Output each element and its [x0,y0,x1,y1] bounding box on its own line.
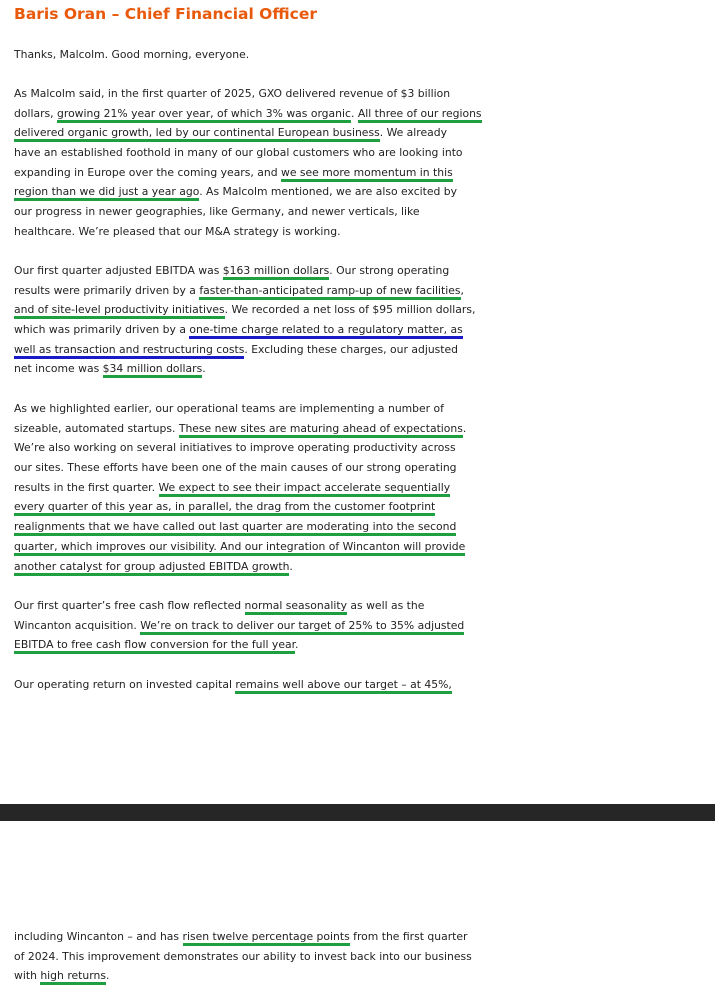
text-segment: . Excluding these charges, our adjusted [244,342,459,356]
paragraph-cash-flow [14,596,714,655]
text-segment: Our first quarter adjusted EBITDA was [14,264,223,277]
text-segment: , [460,283,464,297]
text-segment: . We already [379,126,448,140]
green-highlighted-text: another catalyst for group adjusted EBITDA growth [14,560,289,576]
text-line [14,281,714,301]
text-segment: our sites. These efforts have been one of the main causes of our strong operating [14,461,457,475]
text-segment: net income was [14,362,103,376]
text-line [14,340,714,360]
green-highlighted-text: realignments that we have called out last quarter are moderating into the second [14,520,456,536]
text-line [14,202,714,222]
green-highlighted-text: high returns [40,969,106,985]
green-highlighted-text: and of site-level productivity initiatives [14,303,225,319]
green-highlighted-text: EBITDA to free cash flow conversion for the full year [14,638,295,654]
text-segment: results were primarily driven by a [14,283,200,297]
green-highlighted-text: All three of our regions [358,107,482,123]
text-line [14,163,714,183]
text-line [14,616,714,636]
green-highlighted-text: we see more momentum in this [281,166,453,182]
text-line [14,675,714,695]
green-highlighted-text: quarter, which improves our visibility. And our integration of Wincanton will provide [14,540,465,556]
text-segment: including Wincanton – and has [14,930,183,943]
text-segment: our progress in newer geographies, like Germany, and newer verticals, like [14,205,420,219]
green-highlighted-text: growing 21% year over year, of which 3% was organic [57,107,351,123]
text-segment: sizeable, automated startups. [14,421,179,435]
paragraph-roic [14,675,714,695]
text-line [14,966,714,986]
speaker-heading: Baris Oran – Chief Financial Officer [14,5,317,23]
text-line [14,947,714,967]
text-segment: . [462,421,467,435]
text-line [14,143,714,163]
paragraph-roic-continued [14,927,714,986]
text-line [14,320,714,340]
text-segment: . We recorded a net loss of $95 million dollars, [224,303,476,317]
text-line [14,359,714,379]
text-segment: . [295,638,299,652]
text-segment: . As Malcolm mentioned, we are also excited by [199,185,458,199]
text-segment: which was primarily driven by a [14,323,190,337]
text-segment: Wincanton acquisition. [14,618,141,632]
text-segment: results in the first quarter. [14,480,159,494]
text-line [14,84,714,104]
paragraph-ebitda [14,261,714,379]
green-highlighted-text: These new sites are maturing ahead of expectations [179,422,463,438]
text-segment: with [14,969,41,983]
text-segment: . [289,559,293,573]
text-segment: We’re also working on several initiatives to improve operating productivity across [14,441,456,455]
green-highlighted-text: remains well above our target – at 45%, [235,678,451,694]
text-segment: As Malcolm said, in the first quarter of 2025, GXO delivered revenue of $3 billion [14,87,451,100]
text-segment: from the first quarter [349,930,468,943]
text-line [14,537,714,557]
text-line [14,104,714,124]
text-line [14,458,714,478]
green-highlighted-text: $34 million dollars [103,362,203,378]
blue-highlighted-text: one-time charge related to a regulatory matter, as [189,323,462,339]
text-line [14,182,714,202]
text-line [14,261,714,281]
text-segment: dollars, [14,106,58,120]
green-highlighted-text: $163 million dollars [223,264,329,280]
text-segment: of 2024. This improvement demonstrates our ability to invest back into our business [14,949,472,963]
text-segment: As we highlighted earlier, our operational teams are implementing a number of [14,402,444,415]
text-segment: healthcare. We’re pleased that our M&A strategy is working. [14,224,341,238]
text-segment: . [105,969,110,983]
green-highlighted-text: every quarter of this year as, in parallel, the drag from the customer footprint [14,500,435,516]
text-segment: Our first quarter’s free cash flow reflected [14,599,245,612]
text-segment: . [350,106,358,120]
text-line [14,222,714,242]
blue-highlighted-text: well as transaction and restructuring costs [14,343,244,359]
text-line [14,517,714,537]
text-segment: have an established foothold in many of our global customers who are looking into [14,146,463,160]
green-highlighted-text: risen twelve percentage points [183,930,350,946]
text-segment: expanding in Europe over the coming years, and [14,165,281,179]
text-line [14,45,714,65]
paragraph-greeting [14,45,714,65]
text-segment: . Our strong operating [329,264,450,277]
text-line [14,438,714,458]
text-line [14,419,714,439]
text-segment: Thanks, Malcolm. Good morning, everyone. [14,48,250,61]
text-segment: as well as the [347,599,425,612]
green-highlighted-text: We expect to see their impact accelerate sequentially [159,481,451,497]
text-line [14,557,714,577]
text-line [14,596,714,616]
text-line [14,478,714,498]
text-line [14,123,714,143]
text-segment: . [202,362,206,376]
text-line [14,300,714,320]
text-line [14,497,714,517]
text-line [14,399,714,419]
paragraph-operations [14,399,714,576]
paragraph-revenue [14,84,714,242]
green-highlighted-text: normal seasonality [245,599,347,615]
text-line [14,927,714,947]
green-highlighted-text: We’re on track to deliver our target of 25% to 35% adjusted [140,619,464,635]
page-break-divider [0,804,715,821]
green-highlighted-text: region than we did just a year ago [14,185,199,201]
green-highlighted-text: faster-than-anticipated ramp-up of new facilities [199,284,460,300]
text-segment: Our operating return on invested capital [14,678,236,691]
green-highlighted-text: delivered organic growth, led by our continental European business [14,126,380,142]
text-line [14,635,714,655]
